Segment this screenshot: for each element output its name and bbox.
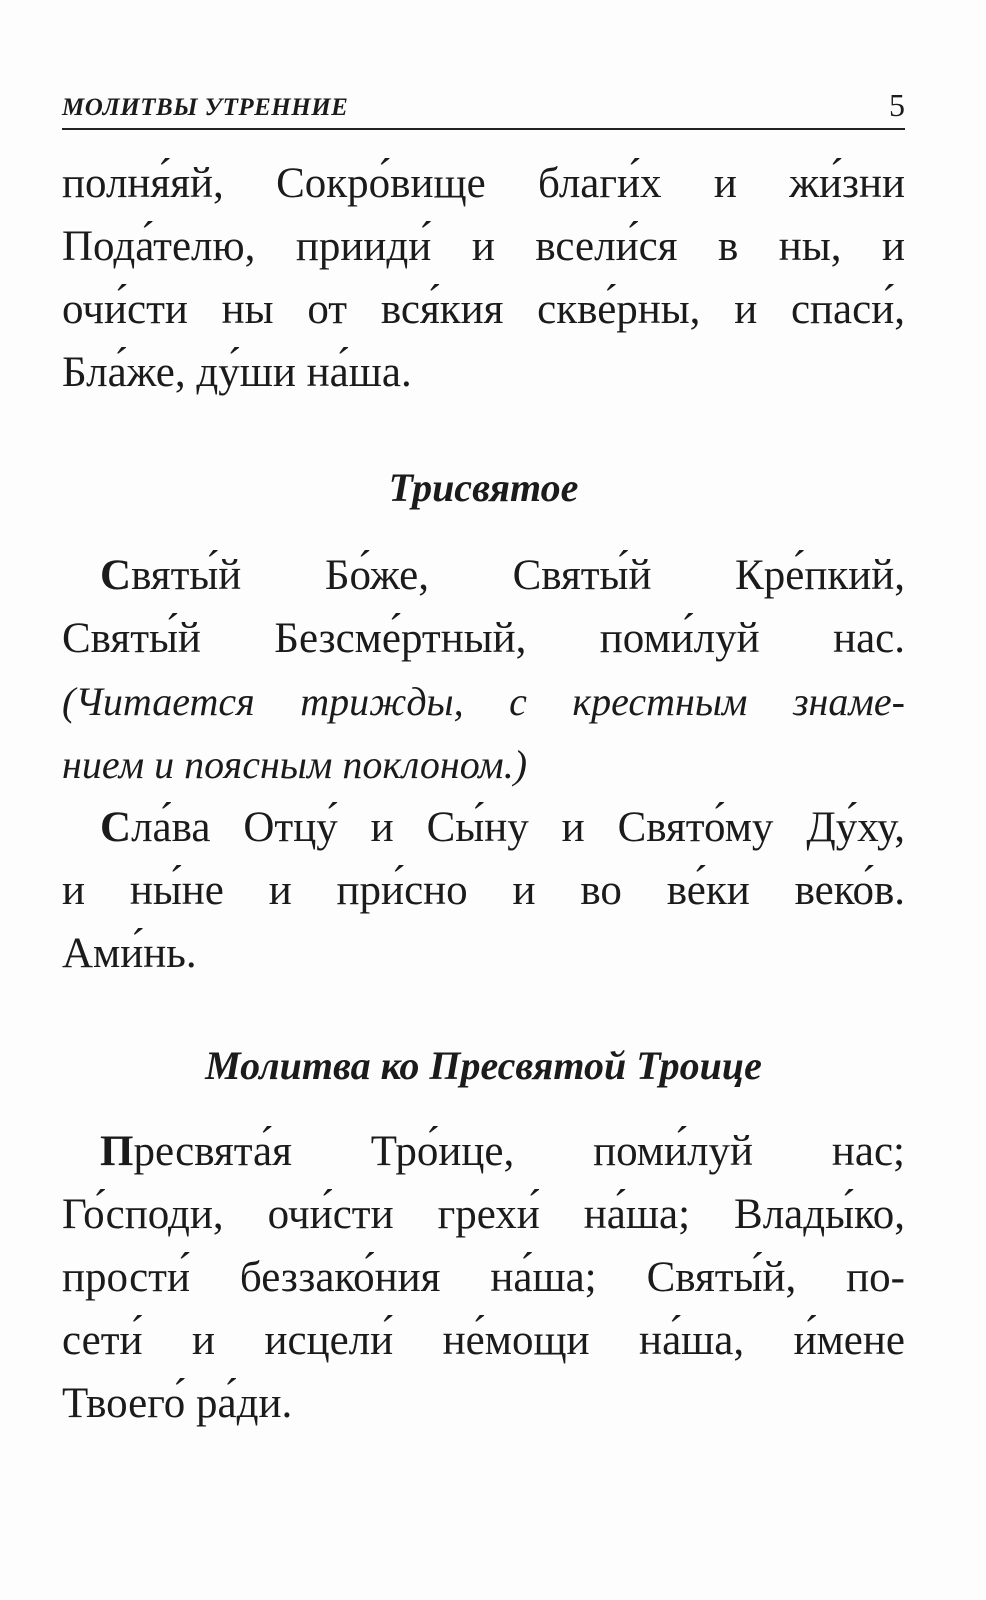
text-span: ресвята́я Тро́ице, поми́луй нас;: [133, 1128, 905, 1175]
text-line: прости́ беззако́ния на́ша; Святы́й, по-: [62, 1254, 905, 1301]
trinity-prayer-text: [62, 1120, 905, 1435]
text-line: Бла́же, ду́ши на́ша.: [62, 349, 412, 396]
text-line: Го́споди, очи́сти грехи́ на́ша; Влады́ко,: [62, 1191, 905, 1238]
drop-initial: С: [100, 552, 132, 599]
text-line: Твоего́ ра́ди.: [62, 1380, 293, 1427]
text-line: [62, 796, 905, 859]
text-line: и ны́не и при́сно и во ве́ки веко́в.: [62, 867, 905, 914]
text-line: Ами́нь.: [62, 930, 197, 977]
section-heading-trisagion: Трисвятое: [388, 465, 579, 510]
text-span: ла́ва Отцу́ и Сы́ну и Свято́му Ду́ху,: [131, 804, 905, 851]
text-span: вяты́й Бо́же, Святы́й Кре́пкий,: [131, 552, 905, 599]
section-heading-trinity-prayer: Молитва ко Пресвятой Троице: [205, 1043, 762, 1088]
prayer-continuation: [62, 152, 905, 404]
text-line: [62, 1120, 905, 1183]
text-line: [62, 544, 905, 607]
drop-initial: П: [100, 1128, 134, 1175]
running-title: МОЛИТВЫ УТРЕННИЕ: [62, 94, 349, 121]
text-line: Пода́телю, прииди́ и всели́ся в ны, и: [62, 223, 905, 270]
page-number: 5: [889, 87, 905, 123]
text-line: сети́ и исцели́ не́мощи на́ша, и́мене: [62, 1317, 905, 1364]
trisagion-text: [62, 544, 905, 985]
rubric-line: нием и поясным поклоном.): [62, 742, 528, 787]
text-line: полня́яй, Сокро́вище благи́х и жи́зни: [62, 160, 905, 207]
rubric-line: (Читается трижды, с крестным знаме-: [62, 679, 905, 724]
text-line: очи́сти ны от вся́кия скве́рны, и спаси́,: [62, 286, 905, 333]
drop-initial: С: [100, 804, 132, 851]
running-header: [62, 88, 905, 130]
text-line: Святы́й Безсме́ртный, поми́луй нас.: [62, 615, 905, 662]
